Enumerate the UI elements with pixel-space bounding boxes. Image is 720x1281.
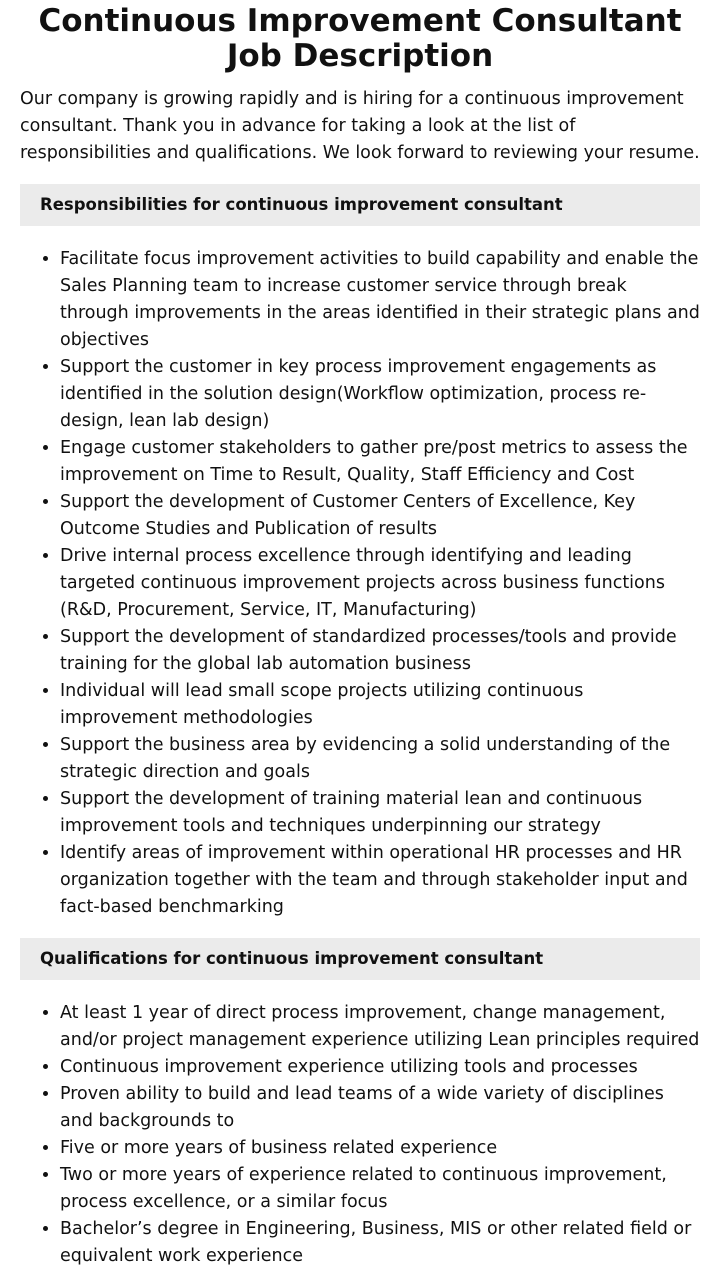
page-title: Continuous Improvement Consultant Job Description	[38, 3, 682, 74]
responsibility-item: • Identify areas of improvement within operational HR processes and HR organization together with the team and through stakeholder input and fact-based benchmarking	[60, 840, 700, 921]
responsibility-item: • Support the business area by evidencing a solid understanding of the strategic direction and goals	[60, 732, 700, 786]
responsibility-item: • Individual will lead small scope projects utilizing continuous improvement methodologies	[60, 678, 700, 732]
responsibilities-list	[20, 246, 700, 921]
responsibilities-heading: Responsibilities for continuous improvement consultant	[20, 184, 700, 226]
qualification-item: • Two or more years of experience related to continuous improvement, process excellence, or a similar focus	[60, 1162, 700, 1216]
qualification-item: • Five or more years of business related experience	[60, 1135, 700, 1162]
responsibility-item: • Drive internal process excellence through identifying and leading targeted continuous improvement projects across business functions (R&D, Procurement, Service, IT, Manufacturing)	[60, 543, 700, 624]
responsibility-item: • Support the development of standardized processes/tools and provide training for the global lab automation business	[60, 624, 700, 678]
intro-paragraph: Our company is growing rapidly and is hiring for a continuous improvement consultant. Thank you in advance for taking a look at the list of responsibilities and qualifications. We look forward to reviewing your resume.	[20, 89, 700, 163]
responsibility-item: • Support the development of Customer Centers of Excellence, Key Outcome Studies and Publication of results	[60, 489, 700, 543]
qualification-item: • Bachelor’s degree in Engineering, Business, MIS or other related field or equivalent work experience	[60, 1216, 700, 1270]
responsibility-item: • Support the customer in key process improvement engagements as identified in the solution design(Workflow optimization, process re-design, lean lab design)	[60, 354, 700, 435]
responsibility-item: • Engage customer stakeholders to gather pre/post metrics to assess the improvement on Time to Result, Quality, Staff Efficiency and Cost	[60, 435, 700, 489]
qualifications-heading: Qualifications for continuous improvement consultant	[20, 938, 700, 980]
qualifications-list	[20, 1000, 700, 1270]
qualification-item: • Proven ability to build and lead teams of a wide variety of disciplines and backgrounds to	[60, 1081, 700, 1135]
responsibility-item: • Facilitate focus improvement activities to build capability and enable the Sales Planning team to increase customer service through break through improvements in the areas identified in their strategic plans and objectives	[60, 246, 700, 354]
qualification-item: • Continuous improvement experience utilizing tools and processes	[60, 1054, 700, 1081]
responsibility-item: • Support the development of training material lean and continuous improvement tools and techniques underpinning our strategy	[60, 786, 700, 840]
qualification-item: • At least 1 year of direct process improvement, change management, and/or project management experience utilizing Lean principles required	[60, 1000, 700, 1054]
